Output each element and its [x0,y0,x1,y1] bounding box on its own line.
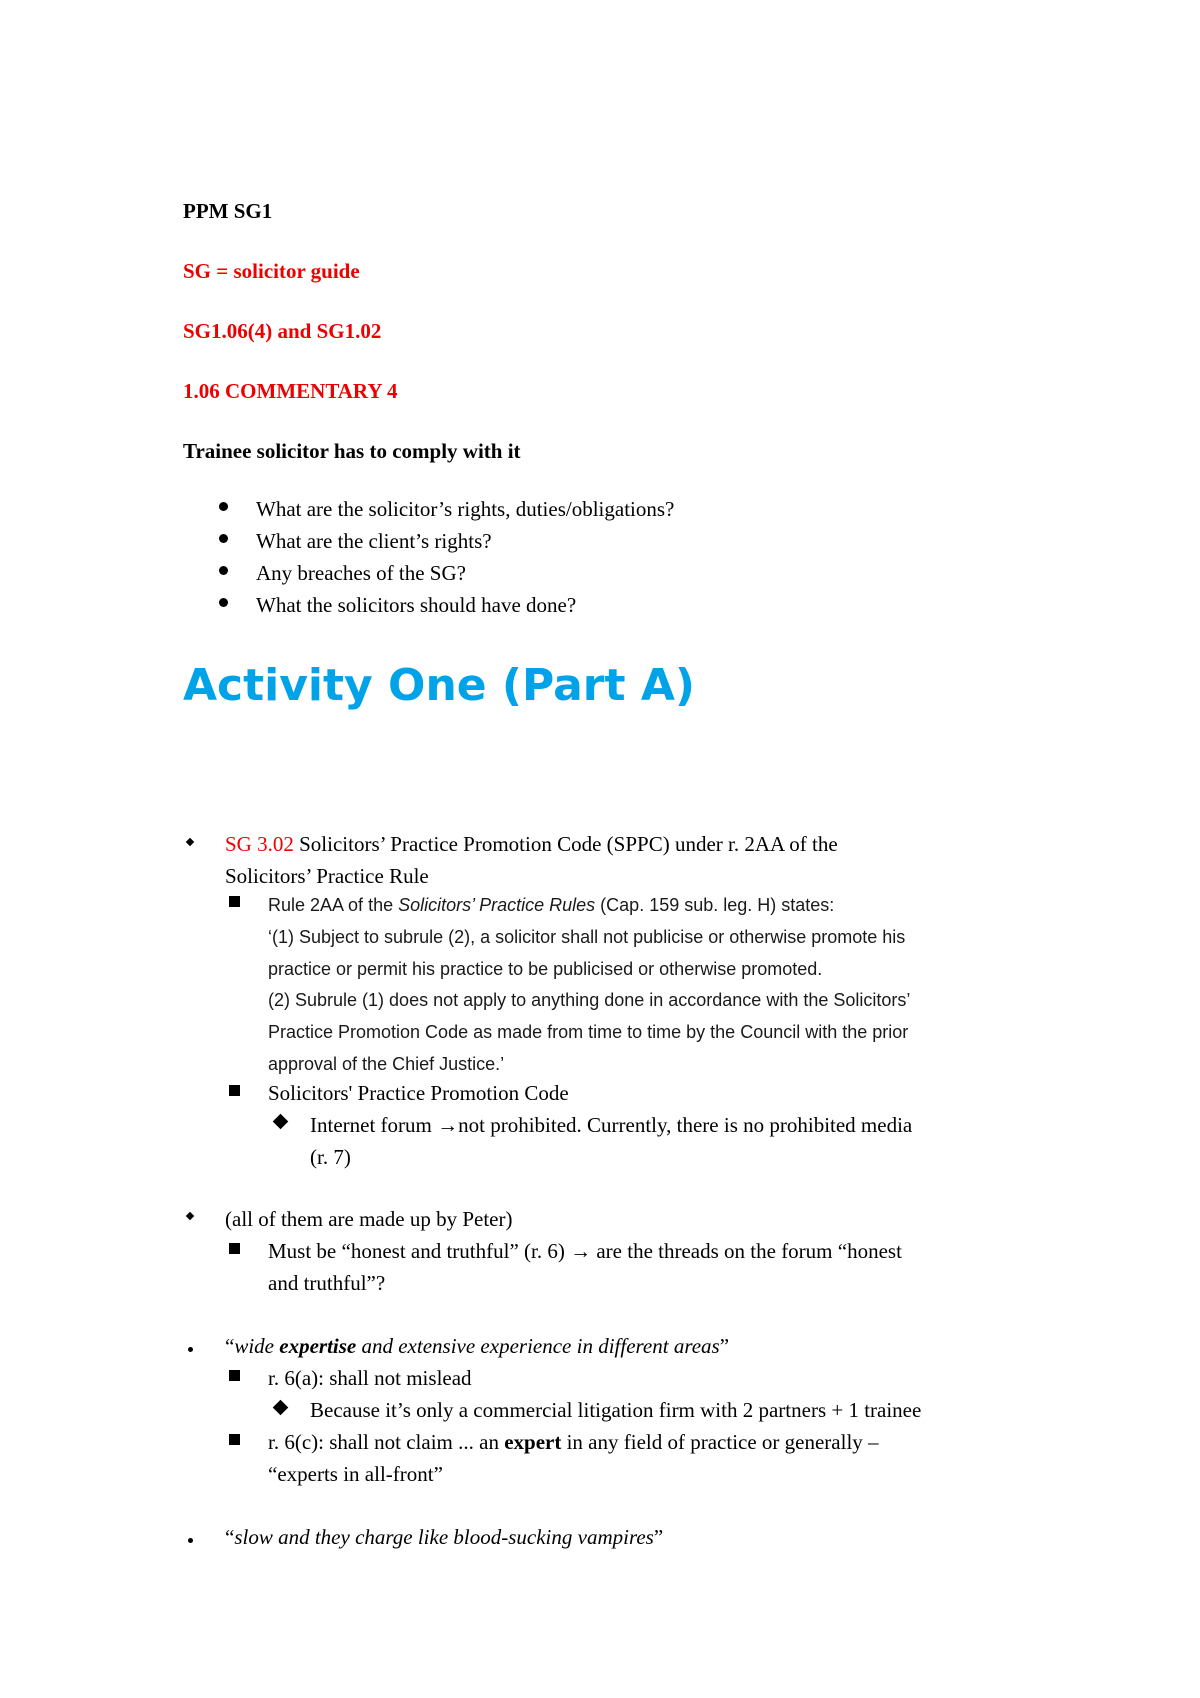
rule-quote-line: ‘(1) Subject to subrule (2), a solicitor shall not publicise or otherwise promote his [268,927,906,947]
s2-line: (all of them are made up by Peter) [225,1207,513,1231]
bullet-square-icon [229,1434,240,1445]
r6c-line-b: “experts in all-front” [268,1462,443,1486]
question-item: Any breaches of the SG? [256,561,466,585]
bullet-small-diamond-icon [186,838,194,846]
because-line: Because it’s only a commercial litigation firm with 2 partners + 1 trainee [310,1398,922,1422]
code-line: Solicitors' Practice Promotion Code [268,1081,569,1105]
bullet-dot-icon [219,502,228,511]
document-title: PPM SG1 [183,199,273,223]
intro-line-sg: SG = solicitor guide [183,259,360,283]
bullet-square-icon [229,896,240,907]
bullet-dot-icon [219,598,228,607]
bullet-diamond-icon [273,1400,289,1416]
bullet-square-icon [229,1243,240,1254]
s2-sub-line-b: and truthful”? [268,1271,386,1295]
question-item: What are the solicitor’s rights, duties/obligations? [256,497,675,521]
r6a-line: r. 6(a): shall not mislead [268,1366,472,1390]
bullet-dot-icon [219,534,228,543]
activity-heading: Activity One (Part A) [183,660,696,711]
rule-quote-line: Practice Promotion Code as made from time to time by the Council with the prior [268,1022,909,1042]
s2-sub-line-a: Must be “honest and truthful” (r. 6) → are the threads on the forum “honest [268,1239,902,1263]
bullet-small-dot-icon [188,1347,193,1352]
question-item: What the solicitors should have done? [256,593,577,617]
bullet-square-icon [229,1085,240,1096]
question-item: What are the client’s rights? [256,529,492,553]
intro-line-commentary: 1.06 COMMENTARY 4 [183,379,398,403]
forum-line-b: (r. 7) [310,1145,351,1169]
forum-line-a: Internet forum →not prohibited. Currently, there is no prohibited media [310,1113,913,1137]
rule-quote-line: practice or permit his practice to be publicised or otherwise promoted. [268,959,823,979]
bullet-dot-icon [219,566,228,575]
s1-line-b: Solicitors’ Practice Rule [225,864,429,888]
bullet-square-icon [229,1370,240,1381]
s4-quote-line: “slow and they charge like blood-sucking vampires” [225,1525,664,1549]
rule-quote-line: approval of the Chief Justice.’ [268,1054,505,1074]
intro-line-trainee: Trainee solicitor has to comply with it [183,439,521,463]
s3-quote-line: “wide expertise and extensive experience in different areas” [225,1334,730,1358]
bullet-diamond-icon [273,1114,289,1130]
rule-quote-line: (2) Subrule (1) does not apply to anything done in accordance with the Solicitors’ [268,990,911,1010]
r6c-line-a: r. 6(c): shall not claim ... an expert in any field of practice or generally – [268,1430,879,1454]
bullet-small-dot-icon [188,1538,193,1543]
s1-ref: SG 3.02 [225,832,294,856]
intro-line-refs: SG1.06(4) and SG1.02 [183,319,382,343]
rule-intro-line: Rule 2AA of the Solicitors’ Practice Rules (Cap. 159 sub. leg. H) states: [268,895,835,915]
s1-line-a: SG 3.02 Solicitors’ Practice Promotion Code (SPPC) under r. 2AA of the [225,832,838,856]
bullet-small-diamond-icon [186,1212,194,1220]
